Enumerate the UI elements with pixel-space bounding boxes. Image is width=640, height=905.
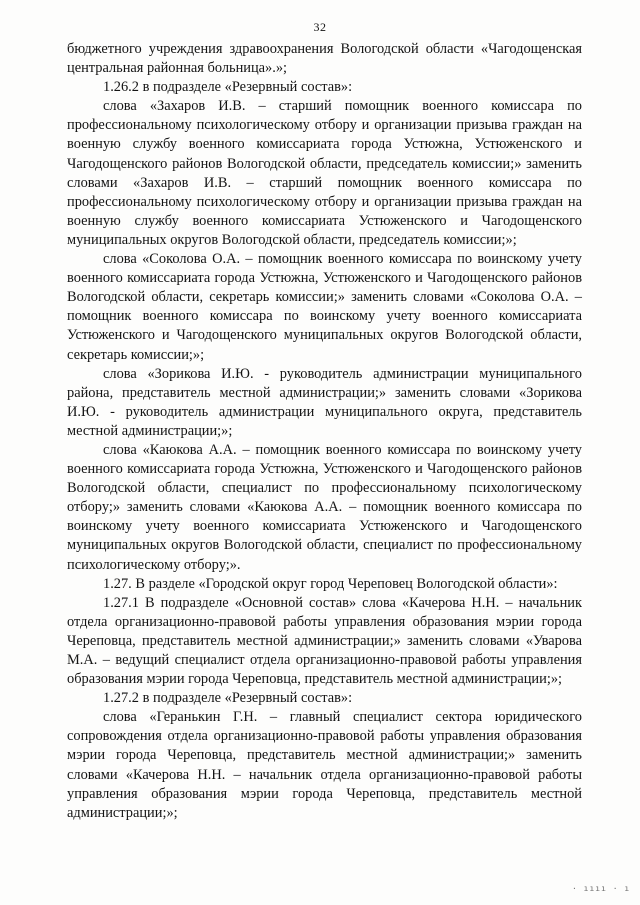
paragraph: 1.26.2 в подразделе «Резервный состав»: [103,79,353,96]
document-body [67,40,582,823]
paragraph: слова «Каюкова А.А. – помощник военного комиссара по воинскому учету военного комиссариата города Устюжна, Устюженского и Чагодощенского районов Вологодской области, специалист по профессиональному психологическому отбору;» заменить словами «Каюкова А.А. – помощник военного комиссара по воинскому учету военного комиссариата Устюженского и Чагодощенского муниципальных округов Вологодской области, специалист по профессиональному психологическому отбору;». [67,441,582,573]
paragraph: 1.27. В разделе «Городской округ город Череповец Вологодской области»: [103,575,558,592]
paragraph: слова «Геранькин Г.Н. – главный специалист сектора юридического сопровождения отдела организационно-правовой работы управления образования мэрии города Череповца, представитель местной администрации;» заменить словами «Качерова Н.Н. – начальник отдела организационно-правовой работы управления образования мэрии города Череповца, представитель местной администрации;»; [67,709,582,821]
scan-footer-marks: · ıııı · ı [572,884,631,893]
paragraph: 1.27.2 в подразделе «Резервный состав»: [103,690,353,707]
paragraph: 1.27.1 В подразделе «Основной состав» слова «Качерова Н.Н. – начальник отдела организационно-правовой работы управления образования мэрии города Череповца, представитель местной администрации;» заменить словами «Уварова М.А. – ведущий специалист отдела организационно-правовой работы управления образования мэрии города Череповца, представитель местной администрации;»; [67,594,582,688]
paragraph: бюджетного учреждения здравоохранения Вологодской области «Чагодощенская центральная районная больница».»; [67,41,582,77]
paragraph: слова «Зорикова И.Ю. - руководитель администрации муниципального района, представитель местной администрации;» заменить словами «Зорикова И.Ю. - руководитель администрации муниципального округа, представитель местной администрации;»; [67,365,582,439]
paragraph: слова «Соколова О.А. – помощник военного комиссара по воинскому учету военного комиссариата города Устюжна, Устюженского и Чагодощенского районов Вологодской области, секретарь комиссии;» заменить словами «Соколова О.А. – помощник военного комиссара по воинскому учету военного комиссариата Устюженского и Чагодощенского муниципальных округов Вологодской области, секретарь комиссии;»; [67,251,582,363]
paragraph: слова «Захаров И.В. – старший помощник военного комиссара по профессиональному психологическому отбору и организации призыва граждан на военную службу военного комиссариата города Устюжна, Устюженского и Чагодощенского районов Вологодской области, председатель комиссии;» заменить словами «Захаров И.В. – старший помощник военного комиссара по профессиональному психологическому отбору и организации призыва граждан на военную службу военного комиссариата Устюженского и Чагодощенского муниципальных округов Вологодской области, председатель комиссии;»; [67,98,582,248]
page-number: 32 [313,20,327,34]
